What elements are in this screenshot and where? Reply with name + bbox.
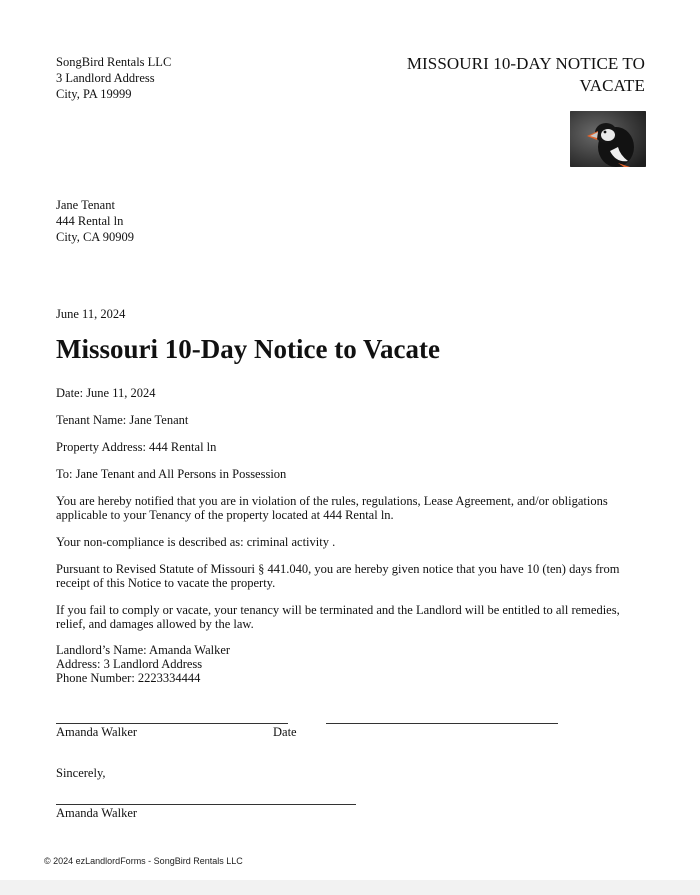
statute-paragraph: Pursuant to Revised Statute of Missouri § 441.040, you are hereby given notice that you have 10 (ten) days from receipt of this Notice to vacate the property. [56,562,620,590]
property-address-field: Property Address: 444 Rental ln [56,440,217,454]
puffin-logo-image [570,111,646,167]
final-signature-line [56,804,356,805]
sender-name: SongBird Rentals LLC [56,55,172,69]
recipient-address-line2: City, CA 90909 [56,230,135,244]
recipient-address-block [56,197,134,245]
to-field: To: Jane Tenant and All Persons in Possession [56,467,287,481]
consequence-paragraph: If you fail to comply or vacate, your tenancy will be terminated and the Landlord will be entitled to all remedies, relief, and damages allowed by the law. [56,603,620,631]
page-footer: © 2024 ezLandlordForms - SongBird Rentals LLC [44,856,243,866]
notice-title [345,53,645,97]
final-signer-name: Amanda Walker [56,806,138,820]
date-field: Date: June 11, 2024 [56,386,156,400]
recipient-name: Jane Tenant [56,198,115,212]
notice-body [56,386,646,644]
date-label: Date [273,725,297,739]
sender-address-line1: 3 Landlord Address [56,71,155,85]
tenant-name-field: Tenant Name: Jane Tenant [56,413,189,427]
signature-line [56,723,288,724]
landlord-info-block [56,643,230,685]
signer-name-label: Amanda Walker [56,725,138,739]
sender-address-line2: City, PA 19999 [56,87,132,101]
date-signature-line [326,723,558,724]
notice-title-line1: MISSOURI 10-DAY NOTICE TO [406,54,645,73]
landlord-address: Address: 3 Landlord Address [56,657,203,671]
closing-text: Sincerely, [56,766,106,780]
puffin-icon [570,111,646,167]
notice-title-line2: VACATE [579,76,645,95]
landlord-name: Landlord’s Name: Amanda Walker [56,643,231,657]
non-compliance-paragraph: Your non-compliance is described as: criminal activity . [56,535,336,549]
violation-paragraph: You are hereby notified that you are in violation of the rules, regulations, Lease Agreement, and/or obligations applicable to your Tenancy of the property located at 444 Rental ln. [56,494,608,522]
sender-address-block [56,54,171,102]
page-title: Missouri 10-Day Notice to Vacate [56,334,440,364]
recipient-address-line1: 444 Rental ln [56,214,124,228]
document-date: June 11, 2024 [56,307,126,321]
landlord-phone: Phone Number: 2223334444 [56,671,201,685]
